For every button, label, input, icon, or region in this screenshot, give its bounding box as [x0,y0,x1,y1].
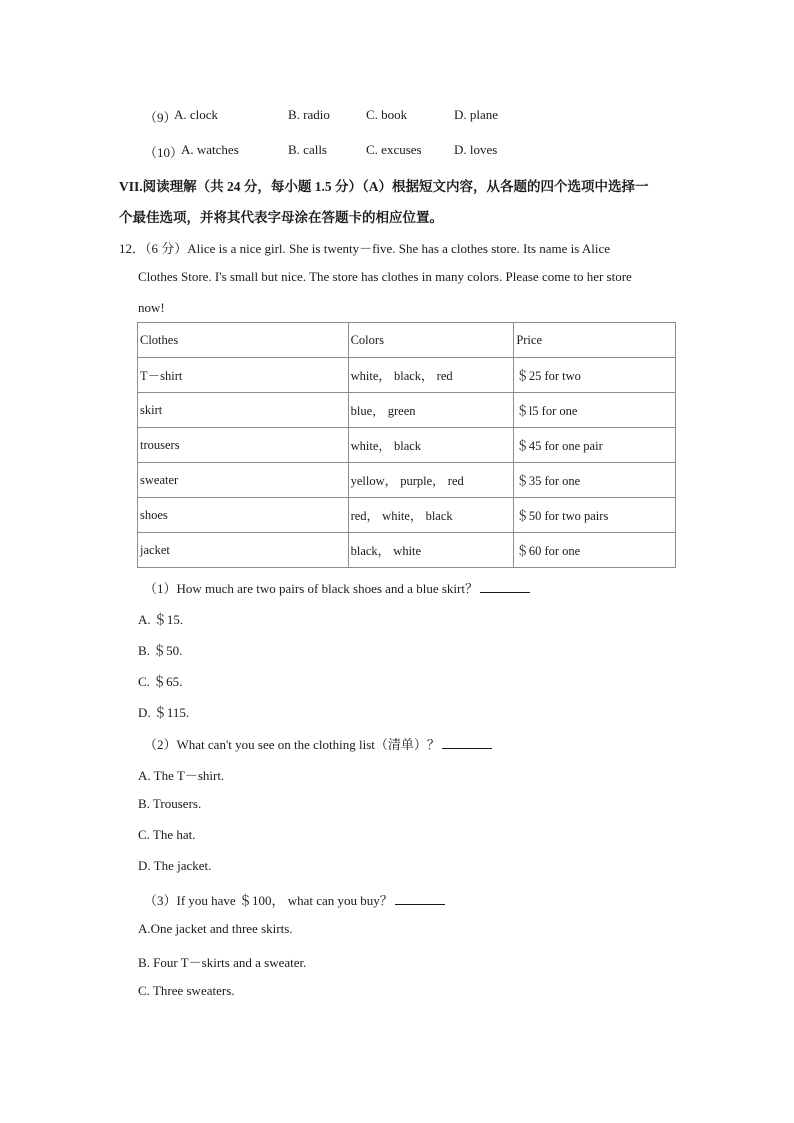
option-d: D. plane [454,107,499,122]
cell-colors: white， black [348,428,514,463]
cell-clothes: skirt [138,393,349,428]
q2-option-b: B. Trousers. [138,796,202,811]
option-c: C. excuses [366,142,422,157]
table-row [138,393,676,428]
q1-option-b: B. ＄50. [138,643,183,658]
cell-price: ＄l5 for one [514,393,676,428]
cell-clothes: sweater [138,463,349,498]
answer-blank [480,580,530,593]
option-row-10 [0,142,794,160]
cell-price: ＄35 for one [514,463,676,498]
cell-colors: red， white， black [348,498,514,533]
q1-option-a: A. ＄15. [138,612,184,627]
table-row [138,498,676,533]
table-row [138,428,676,463]
table-header-row [138,323,676,358]
question-stem-text: （1）How much are two pairs of black shoes and a blue skirt？ [144,581,478,596]
option-b: B. calls [288,142,327,157]
question-3-stem [144,890,445,909]
cell-colors: black， white [348,533,514,568]
q2-option-a: A. The T－shirt. [138,768,225,783]
question-stem-text: （2）What can't you see on the clothing list（清单）？ [144,737,440,752]
q3-option-a: A.One jacket and three skirts. [138,921,293,936]
answer-blank [395,892,445,905]
q2-option-c: C. The hat. [138,827,196,842]
option-a: A. clock [174,107,219,122]
section-heading-line2: 个最佳选项，并将其代表字母涂在答题卡的相应位置。 [119,210,443,225]
cell-price: ＄50 for two pairs [514,498,676,533]
section-heading-line1: VII.阅读理解（共 24 分，每小题 1.5 分）（A）根据短文内容，从各题的四个选项中选择一 [119,179,649,194]
option-number: （9） [144,110,177,125]
option-b: B. radio [288,107,330,122]
q3-option-c: C. Three sweaters. [138,983,235,998]
option-a: A. watches [181,142,239,157]
question-2-stem [144,734,492,753]
q3-option-b: B. Four T－skirts and a sweater. [138,955,307,970]
passage-line2: Clothes Store. I's small but nice. The store has clothes in many colors. Please come to her store [138,269,632,284]
cell-clothes: T－shirt [138,358,349,393]
option-c: C. book [366,107,408,122]
cell-price: ＄60 for one [514,533,676,568]
question-1-stem [144,578,530,597]
cell-clothes: shoes [138,498,349,533]
header-price: Price [514,323,676,358]
table-row [138,533,676,568]
cell-colors: blue， green [348,393,514,428]
question-stem-text: （3）If you have ＄100， what can you buy？ [144,893,393,908]
table-row [138,358,676,393]
cell-price: ＄25 for two [514,358,676,393]
passage-line1: 12．（6 分）Alice is a nice girl. She is twenty－five. She has a clothes store. Its name is Alice [119,241,611,256]
passage-line3: now! [138,300,165,315]
option-number: （10） [144,145,184,160]
cell-colors: yellow， purple， red [348,463,514,498]
cell-clothes: jacket [138,533,349,568]
q1-option-d: D. ＄115. [138,705,190,720]
answer-blank [442,736,492,749]
q2-option-d: D. The jacket. [138,858,212,873]
clothes-table [137,322,676,568]
header-clothes: Clothes [138,323,349,358]
option-row-9 [0,107,794,125]
header-colors: Colors [348,323,514,358]
q1-option-c: C. ＄65. [138,674,183,689]
option-d: D. loves [454,142,498,157]
cell-clothes: trousers [138,428,349,463]
cell-colors: white， black， red [348,358,514,393]
table-row [138,463,676,498]
cell-price: ＄45 for one pair [514,428,676,463]
